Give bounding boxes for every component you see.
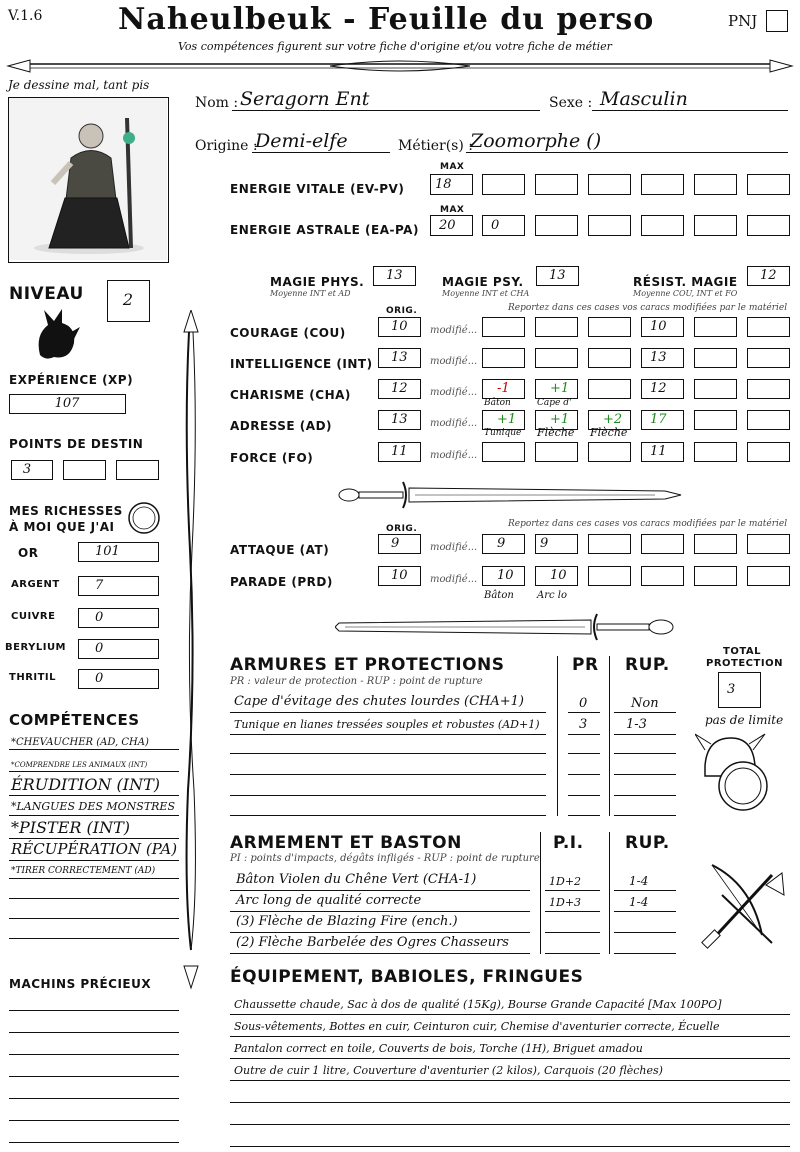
armure-line	[614, 734, 676, 735]
portrait-caption: Je dessine mal, tant pis	[8, 78, 150, 92]
niveau-label: NIVEAU	[9, 284, 84, 304]
sexe-field[interactable]: Masculin	[600, 88, 688, 110]
parade-modifie: modifié...	[430, 574, 478, 585]
parade-orig-box[interactable]: 10	[378, 566, 421, 586]
competence-line	[9, 749, 179, 750]
force-orig-box[interactable]: 11	[378, 442, 421, 462]
ev-box[interactable]	[588, 174, 631, 195]
nom-label: Nom :	[195, 95, 239, 111]
armure-line	[568, 734, 600, 735]
force-modifie: modifié...	[430, 450, 478, 461]
intelligence-mod-box[interactable]	[588, 348, 631, 368]
sexe-underline	[592, 110, 788, 111]
destin-box[interactable]	[116, 460, 159, 480]
adresse-mod-box[interactable]: +1	[482, 410, 525, 430]
armures-divider	[557, 656, 558, 816]
competences-title: COMPÉTENCES	[9, 711, 140, 729]
ea-box[interactable]	[641, 215, 684, 236]
ev-box[interactable]	[482, 174, 525, 195]
intelligence-mod-box[interactable]	[535, 348, 578, 368]
armures-divider-2	[609, 656, 610, 816]
total-protection-label-2: PROTECTION	[706, 658, 783, 669]
argent-box[interactable]: 7	[78, 576, 159, 596]
force-label: FORCE (FO)	[230, 451, 314, 465]
machins-line	[9, 1120, 179, 1121]
arme-name[interactable]: (2) Flèche Barbelée des Ogres Chasseurs	[236, 935, 509, 950]
charisme-modifie: modifié...	[430, 387, 478, 398]
intelligence-label: INTELLIGENCE (INT)	[230, 357, 373, 371]
charisme-tag: Bâton	[484, 398, 511, 408]
competence-line	[9, 938, 179, 939]
armure-line	[614, 753, 676, 754]
arme-rup[interactable]: 1-4	[629, 874, 649, 888]
courage-final-box[interactable]: 10	[641, 317, 684, 337]
metier-label: Métier(s) :	[398, 138, 473, 154]
arme-line	[545, 911, 600, 912]
competence-item[interactable]: RÉCUPÉRATION (PA)	[11, 840, 178, 858]
armure-line	[614, 712, 676, 713]
charisme-tag: Cape d'	[537, 398, 572, 408]
ev-max-box[interactable]: 18	[430, 174, 473, 195]
armure-line	[230, 753, 546, 754]
pnj-label: PNJ	[728, 12, 758, 30]
equipement-title: ÉQUIPEMENT, BABIOLES, FRINGUES	[230, 967, 584, 987]
equipement-line[interactable]: Outre de cuir 1 litre, Couverture d'aventurier (2 kilos), Carquois (20 flèches)	[234, 1064, 663, 1077]
machins-line	[9, 1142, 179, 1143]
charisme-label: CHARISME (CHA)	[230, 388, 351, 402]
pas-de-limite: pas de limite	[705, 713, 784, 727]
machins-line	[9, 1076, 179, 1077]
intelligence-mod-box[interactable]	[482, 348, 525, 368]
origine-label: Origine :	[195, 138, 258, 154]
armure-line	[568, 712, 600, 713]
arme-line	[230, 890, 530, 891]
total-protection-label: TOTAL	[723, 646, 761, 657]
intelligence-final-box[interactable]: 13	[641, 348, 684, 368]
berylium-label: BERYLIUM	[5, 642, 67, 653]
charisme-orig-box[interactable]: 12	[378, 379, 421, 399]
magie-psy-sub: Moyenne INT et CHA	[442, 289, 530, 298]
equipement-line[interactable]: Chaussette chaude, Sac à dos de qualité (15Kg), Bourse Grande Capacité [Max 100PO]	[234, 998, 722, 1011]
competence-item[interactable]: *LANGUES DES MONSTRES	[11, 800, 176, 813]
arme-line	[614, 890, 676, 891]
ea-max-label: MAX	[440, 205, 465, 215]
equipement-rule	[230, 1036, 790, 1037]
destin-box[interactable]	[63, 460, 106, 480]
intelligence-mod-box[interactable]	[694, 348, 737, 368]
armure-pr[interactable]: 0	[579, 696, 588, 711]
competence-item[interactable]: *COMPRENDRE LES ANIMAUX (INT)	[11, 761, 148, 769]
arme-rup[interactable]: 1-4	[629, 895, 649, 909]
competence-line	[9, 860, 179, 861]
niveau-box[interactable]: 2	[107, 280, 150, 322]
attaque-modifie: modifié...	[430, 542, 478, 553]
coin-icon	[127, 501, 161, 535]
equipement-rule	[230, 1124, 790, 1125]
attaque-mod-box[interactable]: 9	[482, 534, 525, 554]
character-portrait-image	[9, 98, 167, 260]
parade-mod-box[interactable]: 10	[482, 566, 525, 586]
ea-box[interactable]	[694, 215, 737, 236]
combat-orig-label: ORIG.	[386, 524, 418, 534]
armement-divider	[540, 832, 541, 954]
competence-line	[9, 815, 179, 816]
stats-note: Reportez dans ces cases vos caracs modifiées par le matériel	[508, 303, 788, 313]
armures-pr-header: PR	[572, 655, 599, 675]
stats-orig-label: ORIG.	[386, 306, 418, 316]
cuivre-box[interactable]: 0	[78, 608, 159, 628]
competence-line	[9, 918, 179, 919]
metier-underline	[466, 152, 788, 153]
pnj-checkbox[interactable]	[766, 10, 788, 32]
charisme-mod-box[interactable]	[747, 379, 790, 399]
intelligence-orig-box[interactable]: 13	[378, 348, 421, 368]
force-final-box[interactable]: 11	[641, 442, 684, 462]
origine-field[interactable]: Demi-elfe	[255, 130, 348, 152]
arme-pi[interactable]: 1D+2	[549, 875, 582, 888]
adresse-final-box[interactable]: 17	[641, 410, 684, 430]
adresse-orig-box[interactable]: 13	[378, 410, 421, 430]
thritil-box[interactable]: 0	[78, 669, 159, 689]
arme-line	[230, 932, 530, 933]
resist-magie-box[interactable]: 12	[747, 266, 790, 286]
richesses-label: MES RICHESSES	[9, 504, 123, 518]
charisme-mod-box[interactable]: -1	[482, 379, 525, 399]
arme-line	[614, 953, 676, 954]
equipement-rule	[230, 1058, 790, 1059]
armure-line	[614, 795, 676, 796]
armement-divider-2	[609, 832, 610, 954]
adresse-mod-box[interactable]: +2	[588, 410, 631, 430]
armures-rup-header: RUP.	[625, 655, 670, 675]
helmet-shield-icon	[695, 730, 775, 814]
arme-line	[230, 953, 530, 954]
combat-note: Reportez dans ces cases vos caracs modifiées par le matériel	[508, 519, 788, 529]
adresse-mod-box[interactable]: +1	[535, 410, 578, 430]
competence-line	[9, 771, 179, 772]
ev-box[interactable]	[694, 174, 737, 195]
parade-mod-box[interactable]	[694, 566, 737, 586]
arme-line	[614, 932, 676, 933]
ea-current-box[interactable]: 0	[482, 215, 525, 236]
cuivre-label: CUIVRE	[11, 611, 56, 622]
parade-mod-box[interactable]: 10	[535, 566, 578, 586]
armure-line	[230, 712, 546, 713]
parade-label: PARADE (PRD)	[230, 575, 333, 589]
armement-sub: PI : points d'impacts, dégâts infligés - RUP : point de rupture	[230, 853, 540, 864]
armure-line	[614, 774, 676, 775]
adresse-label: ADRESSE (AD)	[230, 419, 333, 433]
ev-box[interactable]	[641, 174, 684, 195]
competence-line	[9, 838, 179, 839]
nom-underline	[232, 110, 540, 111]
magie-psy-box[interactable]: 13	[536, 266, 579, 286]
armures-title: ARMURES ET PROTECTIONS	[230, 655, 505, 675]
arme-name[interactable]: (3) Flèche de Blazing Fire (ench.)	[236, 914, 458, 929]
force-mod-box[interactable]	[694, 442, 737, 462]
armure-line	[230, 795, 546, 796]
armure-line	[568, 815, 600, 816]
xp-label: EXPÉRIENCE (XP)	[9, 373, 134, 387]
sword-ornament	[335, 478, 685, 512]
adresse-mod-box[interactable]	[747, 410, 790, 430]
thritil-label: THRITIL	[9, 672, 57, 683]
equipement-rule	[230, 1146, 790, 1147]
force-mod-box[interactable]	[747, 442, 790, 462]
arme-name[interactable]: Bâton Violen du Chêne Vert (CHA-1)	[236, 872, 477, 887]
resist-magie-sub: Moyenne COU, INT et FO	[633, 289, 738, 298]
xp-box[interactable]: 107	[9, 394, 126, 414]
machins-line	[9, 1032, 179, 1033]
armure-line	[230, 734, 546, 735]
ea-box[interactable]	[747, 215, 790, 236]
attaque-orig-box[interactable]: 9	[378, 534, 421, 554]
competence-item[interactable]: *PISTER (INT)	[11, 818, 131, 837]
attaque-mod-box[interactable]	[588, 534, 631, 554]
magie-phys-box[interactable]: 13	[373, 266, 416, 286]
force-mod-box[interactable]	[482, 442, 525, 462]
armure-line	[230, 815, 546, 816]
arme-name[interactable]: Arc long de qualité correcte	[236, 893, 422, 908]
sexe-label: Sexe :	[549, 95, 593, 111]
competence-line	[9, 878, 179, 879]
ea-box[interactable]	[588, 215, 631, 236]
ev-box[interactable]	[535, 174, 578, 195]
courage-orig-box[interactable]: 10	[378, 317, 421, 337]
armure-line	[568, 795, 600, 796]
resist-magie-label: RÉSIST. MAGIE	[633, 275, 738, 289]
courage-modifie: modifié...	[430, 325, 478, 336]
competence-line	[9, 795, 179, 796]
armement-pi-header: P.I.	[553, 833, 584, 853]
magie-psy-label: MAGIE PSY.	[442, 275, 524, 289]
ea-label: ENERGIE ASTRALE (EA-PA)	[230, 223, 419, 237]
charisme-mod-box[interactable]	[694, 379, 737, 399]
arme-line	[545, 932, 600, 933]
armure-rup[interactable]: Non	[631, 696, 659, 711]
or-box[interactable]: 101	[78, 542, 159, 562]
equipement-line[interactable]: Pantalon correct en toile, Couverts de bois, Torche (1H), Briguet amadou	[234, 1042, 643, 1055]
equipement-line[interactable]: Sous-vêtements, Bottes en cuir, Ceinturon cuir, Chemise d'aventurier correcte, Écuelle	[234, 1020, 720, 1033]
magie-phys-sub: Moyenne INT et AD	[270, 289, 351, 298]
competence-item[interactable]: ÉRUDITION (INT)	[11, 775, 161, 794]
armure-rup[interactable]: 1-3	[626, 717, 647, 732]
origine-underline	[252, 152, 390, 153]
armure-line	[230, 774, 546, 775]
machins-title: MACHINS PRÉCIEUX	[9, 977, 152, 991]
arme-line	[614, 911, 676, 912]
parade-mod-box[interactable]	[641, 566, 684, 586]
machins-line	[9, 1054, 179, 1055]
ev-label: ENERGIE VITALE (EV-PV)	[230, 182, 405, 196]
machins-line	[9, 1098, 179, 1099]
richesses-label-2: À MOI QUE J'AI	[9, 520, 115, 534]
berylium-box[interactable]: 0	[78, 639, 159, 659]
total-protection-box[interactable]: 3	[718, 672, 761, 708]
magie-phys-label: MAGIE PHYS.	[270, 275, 365, 289]
page-subtitle: Vos compétences figurent sur votre fiche d'origine et/ou votre fiche de métier	[178, 40, 612, 53]
intelligence-mod-box[interactable]	[747, 348, 790, 368]
competence-line	[9, 898, 179, 899]
or-label: OR	[18, 546, 39, 560]
vertical-spear-ornament	[180, 310, 202, 990]
adresse-modifie: modifié...	[430, 418, 478, 429]
armure-name[interactable]: Cape d'évitage des chutes lourdes (CHA+1)	[234, 694, 524, 709]
machins-line	[9, 1010, 179, 1011]
sword-ornament-2	[335, 610, 685, 644]
parade-mod-box[interactable]	[747, 566, 790, 586]
equipement-rule	[230, 1014, 790, 1015]
nom-field[interactable]: Seragorn Ent	[240, 88, 370, 110]
attaque-label: ATTAQUE (AT)	[230, 543, 330, 557]
argent-label: ARGENT	[11, 579, 60, 590]
courage-mod-box[interactable]	[482, 317, 525, 337]
arme-line	[230, 911, 530, 912]
courage-mod-box[interactable]	[747, 317, 790, 337]
competence-item[interactable]: *TIRER CORRECTEMENT (AD)	[11, 866, 156, 876]
competence-item[interactable]: *CHEVAUCHER (AD, CHA)	[11, 737, 149, 748]
adresse-tag: Flèche	[537, 426, 575, 439]
page-title: Naheulbeuk - Feuille du perso	[118, 2, 655, 37]
courage-label: COURAGE (COU)	[230, 326, 346, 340]
charisme-final-box[interactable]: 12	[641, 379, 684, 399]
ea-max-box[interactable]: 20	[430, 215, 473, 236]
parade-mod-box[interactable]	[588, 566, 631, 586]
ev-max-label: MAX	[440, 162, 465, 172]
charisme-mod-box[interactable]	[588, 379, 631, 399]
ea-box[interactable]	[535, 215, 578, 236]
ev-box[interactable]	[747, 174, 790, 195]
armement-title: ARMEMENT ET BASTON	[230, 833, 462, 853]
attaque-mod-box[interactable]	[641, 534, 684, 554]
charisme-mod-box[interactable]: +1	[535, 379, 578, 399]
combat-tag: Arc lo	[537, 590, 567, 601]
force-mod-box[interactable]	[588, 442, 631, 462]
arme-line	[545, 953, 600, 954]
attaque-mod-box[interactable]	[747, 534, 790, 554]
portrait-frame[interactable]	[8, 97, 169, 263]
courage-mod-box[interactable]	[535, 317, 578, 337]
courage-mod-box[interactable]	[694, 317, 737, 337]
adresse-tag: Flèche	[590, 426, 628, 439]
adresse-mod-box[interactable]	[694, 410, 737, 430]
armures-sub: PR : valeur de protection - RUP : point de rupture	[230, 676, 483, 687]
courage-mod-box[interactable]	[588, 317, 631, 337]
adresse-tag: Tunique	[484, 428, 522, 438]
armure-line	[568, 753, 600, 754]
arme-pi[interactable]: 1D+3	[549, 896, 582, 909]
dragon-icon	[30, 305, 82, 363]
crossed-weapons-icon	[692, 855, 792, 955]
armure-line	[568, 774, 600, 775]
metier-field[interactable]: Zoomorphe ()	[470, 130, 602, 152]
attaque-mod-box[interactable]	[694, 534, 737, 554]
force-mod-box[interactable]	[535, 442, 578, 462]
destin-label: POINTS DE DESTIN	[9, 437, 144, 451]
equipement-rule	[230, 1080, 790, 1081]
destin-box[interactable]: 3	[11, 460, 53, 480]
attaque-mod-box[interactable]: 9	[535, 534, 578, 554]
armure-name[interactable]: Tunique en lianes tressées souples et robustes (AD+1)	[234, 718, 540, 731]
armure-line	[614, 815, 676, 816]
armement-rup-header: RUP.	[625, 833, 670, 853]
arme-line	[545, 890, 600, 891]
header-spear-ornament	[0, 54, 800, 76]
combat-tag: Bâton	[484, 590, 514, 601]
equipement-rule	[230, 1102, 790, 1103]
armure-pr[interactable]: 3	[579, 717, 588, 732]
intelligence-modifie: modifié...	[430, 356, 478, 367]
version: V.1.6	[8, 8, 43, 24]
